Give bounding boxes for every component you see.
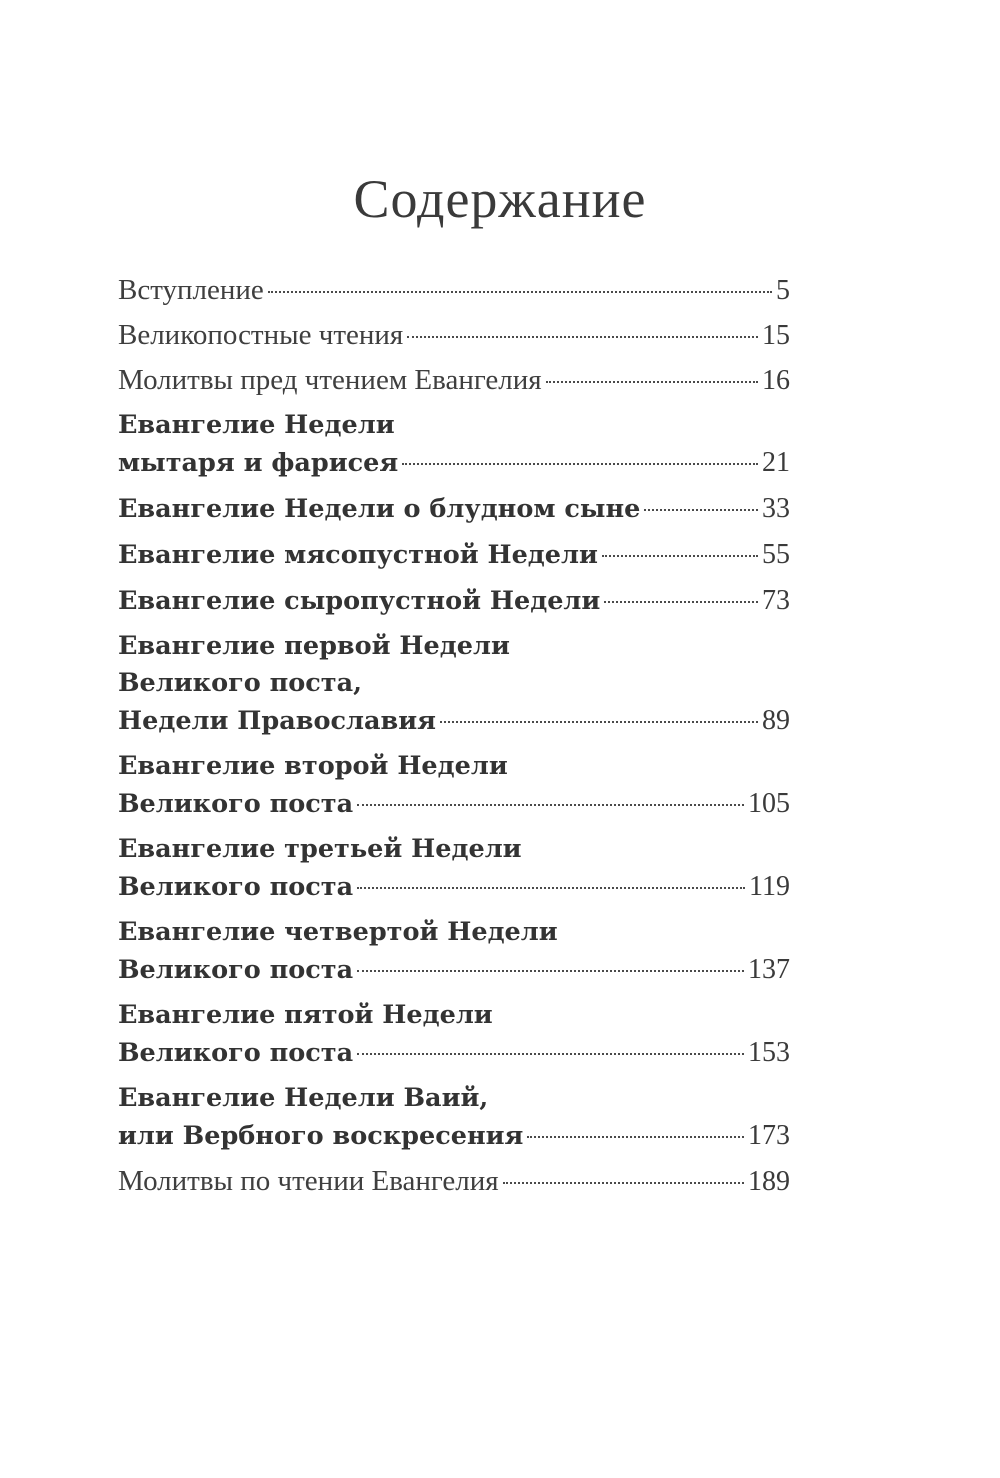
toc-entry-title-line: Вступление (118, 274, 264, 306)
toc-entry (118, 628, 790, 740)
dot-leader (357, 887, 745, 889)
toc-entry (118, 272, 790, 309)
dot-leader (527, 1136, 744, 1138)
toc-entry-title-line: Великого поста (118, 1038, 354, 1068)
dot-leader (268, 291, 772, 293)
toc-entry-page-number: 137 (748, 954, 790, 985)
toc-entry-title-line: Евангелие третьей Недели (118, 834, 522, 864)
toc-entry-title-line: Великого поста (118, 789, 354, 819)
toc-entry (118, 997, 790, 1072)
toc-entry-row (118, 1034, 790, 1072)
toc-entry-title-line: Евангелие Недели Ваий, (118, 1083, 489, 1113)
toc-entry-title-line: Великопостные чтения (118, 319, 404, 351)
toc-entry-row (118, 951, 790, 989)
toc-entry-row (118, 1117, 790, 1155)
dot-leader (357, 970, 744, 972)
toc-entry-page-number: 15 (762, 320, 790, 351)
toc-entry-title-line: Великого поста (118, 872, 354, 902)
toc-entry-row (118, 702, 790, 740)
dot-leader (602, 555, 758, 557)
toc-entry (118, 748, 790, 823)
dot-leader (546, 381, 758, 383)
toc-entry-title-line: Евангелие мясопустной Недели (118, 540, 598, 570)
dot-leader (440, 721, 758, 723)
dot-leader (402, 463, 758, 465)
toc-entry-row (118, 272, 790, 309)
toc-entry-row (118, 536, 790, 574)
table-of-contents (118, 272, 790, 1208)
toc-entry-row (118, 1163, 790, 1200)
toc-entry-page-number: 33 (762, 493, 790, 524)
toc-entry-title-line: Евангелие Недели (118, 410, 395, 440)
toc-entry-page-number: 5 (776, 275, 790, 306)
toc-entry-row (118, 317, 790, 354)
toc-entry-page-number: 55 (762, 539, 790, 570)
toc-entry (118, 407, 790, 482)
toc-entry-page-number: 21 (762, 447, 790, 478)
toc-entry-row (118, 868, 790, 906)
toc-entry (118, 582, 790, 620)
toc-entry-page-number: 16 (762, 365, 790, 396)
page-title: Содержание (353, 169, 647, 229)
toc-entry-row (118, 444, 790, 482)
dot-leader (604, 601, 758, 603)
toc-entry-title-line: Евангелие четвертой Недели (118, 917, 558, 947)
toc-entry (118, 1080, 790, 1155)
toc-entry-title-line: Евангелие Недели о блудном сыне (118, 494, 641, 524)
toc-entry-row (118, 362, 790, 399)
toc-entry-title-line: Евангелие сыропустной Недели (118, 586, 601, 616)
toc-entry-page-number: 173 (748, 1120, 790, 1151)
toc-entry (118, 914, 790, 989)
toc-entry-row (118, 490, 790, 528)
toc-entry-title-line: Евангелие пятой Недели (118, 1000, 493, 1030)
toc-entry-title-line: мытаря и фарисея (118, 448, 399, 478)
toc-entry-title-line: Молитвы по чтении Евангелия (118, 1165, 499, 1197)
toc-entry (118, 831, 790, 906)
toc-entry-page-number: 153 (748, 1037, 790, 1068)
toc-entry-page-number: 189 (748, 1166, 790, 1197)
toc-entry-title-line: Молитвы пред чтением Евангелия (118, 364, 542, 396)
dot-leader (357, 1053, 744, 1055)
toc-entry (118, 317, 790, 354)
toc-entry-row (118, 582, 790, 620)
toc-entry-title-line: или Вербного воскресения (118, 1121, 524, 1151)
toc-entry (118, 362, 790, 399)
dot-leader (357, 804, 744, 806)
dot-leader (407, 336, 758, 338)
toc-entry-page-number: 73 (762, 585, 790, 616)
toc-entry-title-line: Евангелие первой Недели (118, 631, 510, 661)
toc-entry-row (118, 785, 790, 823)
dot-leader (503, 1182, 744, 1184)
toc-entry (118, 536, 790, 574)
toc-entry-page-number: 105 (748, 788, 790, 819)
toc-entry-title-line: Недели Православия (118, 706, 436, 736)
toc-entry (118, 490, 790, 528)
toc-entry-title-line: Евангелие второй Недели (118, 751, 508, 781)
toc-entry-page-number: 89 (762, 705, 790, 736)
toc-entry-page-number: 119 (749, 871, 790, 902)
toc-entry-title-line: Великого поста (118, 955, 354, 985)
toc-entry (118, 1163, 790, 1200)
toc-entry-title-line: Великого поста, (118, 668, 363, 698)
dot-leader (644, 509, 758, 511)
